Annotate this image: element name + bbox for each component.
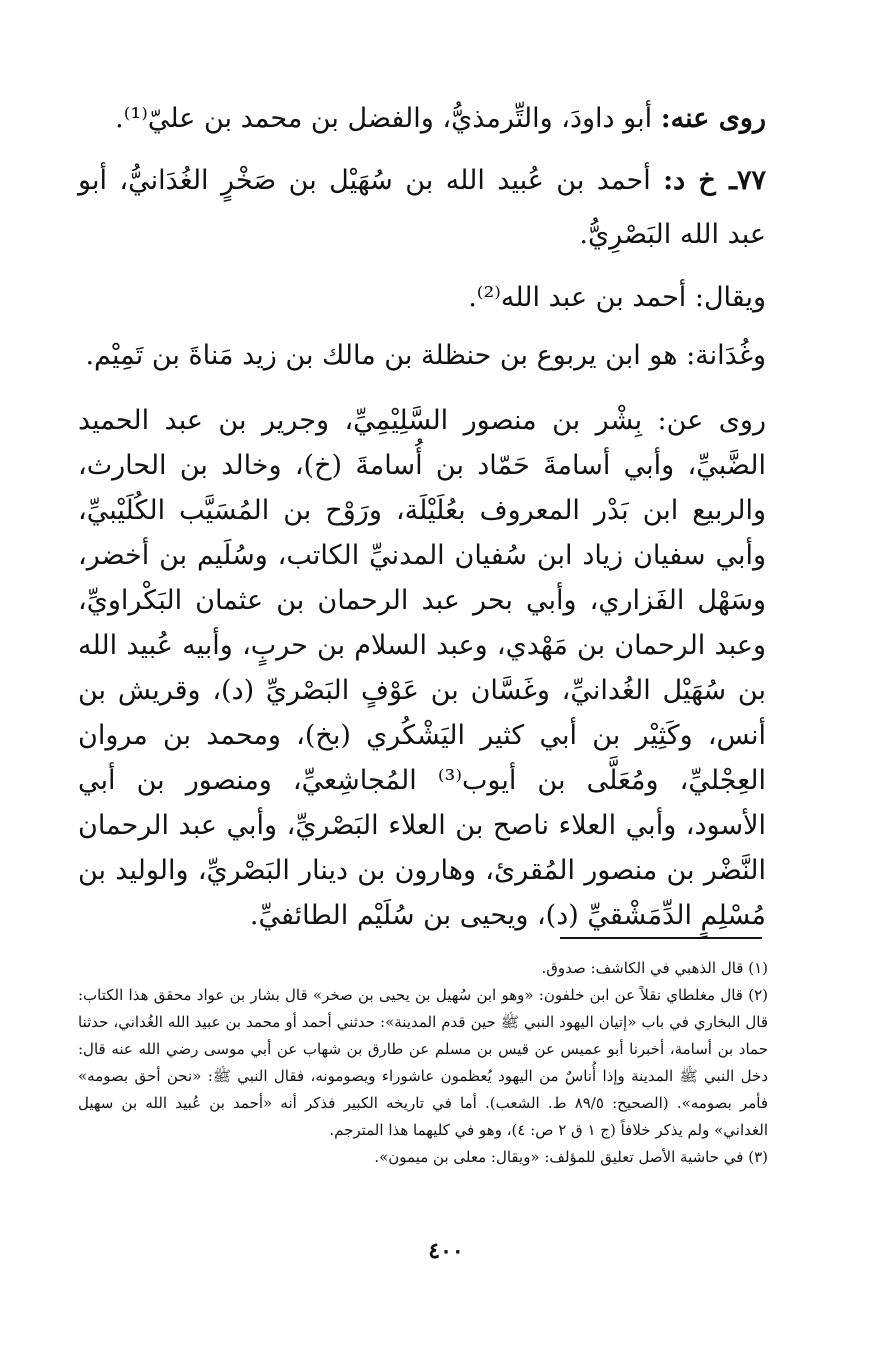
entry-number: ٧٧ـ خ د: (663, 165, 766, 196)
entry-name: أحمد بن عُبيد الله بن سُهَيْل بن صَخْرٍ الغُدَانيُّ، أبو عبد الله البَصْرِيُّ. (78, 165, 766, 250)
footnote-1: (١) قال الذهبي في الكاشف: صدوق. (541, 959, 768, 977)
footnote-3: (٣) في حاشية الأصل تعليق للمؤلف: «ويقال: معلى بن ميمون». (374, 1148, 768, 1166)
alternate-name: ويقال: أحمد بن عبد الله⁽²⁾. (468, 282, 766, 313)
main-text (78, 92, 766, 938)
ghudana-note: وغُدَانة: هو ابن يربوع بن حنظلة بن مالك بن زيد مَناةَ بن تَمِيْم. (85, 340, 766, 371)
entry-heading (78, 154, 766, 262)
narrated-from-him-paragraph (78, 92, 766, 146)
narrators-paragraph: روى عن: بِشْر بن منصور السَّلِيْمِيِّ، وجرير بن عبد الحميد الضَّبيِّ، وأبي أسامةَ حَمّاد بن أُسامةَ (خ)، وخالد بن الحارث، والربيع ابن بَدْر المعروف بعُلَيْلَة، ورَوْح بن المُسَيَّب الكُلَيْبيِّ، وأبي سفيان زياد ابن سُفيان المدنيِّ الكاتب، وسُلَيم بن أخضر، وسَهْل الفَزاري، وأبي بحر عبد الرحمان بن عثمان البَكْراويِّ، وعبد الرحمان بن مَهْدي، وعبد السلام بن حربٍ، وأبيه عُبيد الله بن سُهَيْل الغُدانيِّ، وغَسَّان بن عَوْفٍ البَصْريِّ (د)، وقريش بن أنس، وكَثِيْر بن أبي كثير اليَشْكُري (بخ)، ومحمد بن مروان العِجْليِّ، ومُعَلَّى بن أيوب⁽³⁾ المُجاشِعيِّ، ومنصور بن أبي الأسود، وأبي العلاء ناصح بن العلاء البَصْريِّ، وأبي عبد الرحمان النَّضْر بن منصور المُقرئ، وهارون بن دينار البَصْريِّ، والوليد بن مُسْلِمٍ الدِّمَشْقيِّ (د)، ويحيى بن سُلَيْم الطائفيِّ. (78, 405, 766, 931)
footnotes (78, 955, 768, 1171)
page-number: ٤٠٠ (428, 1238, 464, 1264)
narrated-from-him-label: روى عنه: (660, 103, 766, 134)
footnote-separator (560, 937, 762, 939)
footnote-2: (٢) قال مغلطاي نقلاً عن ابن خلفون: «وهو ابن سُهيل بن يحيى بن صخر» قال بشار بن عواد محقق هذا الكتاب: قال البخاري في باب «إتيان اليهود النبي ﷺ حين قدم المدينة»: حدثني أحمد أو محمد بن عبيد الله الغُداني، حدثنا حماد بن أسامة، أخبرنا أبو عميس عن قيس بن مسلم عن طارق بن شهاب عن أبي موسى رضي الله عنه قال: دخل النبي ﷺ المدينة وإذا أُناسٌ من اليهود يُعظمون عاشوراء ويصومونه، فقال النبي ﷺ: «نحن أحق بصومه» فأمر بصومه». (الصحيح: ٨٩/٥ ط. الشعب). أما في تاريخه الكبير فذكر أنه «أحمد بن عُبيد الله بن سهيل الغداني» ولم يذكر خلافاً (ج ١ ق ٢ ص: ٤)، وهو في كليهما هذا المترجم. (78, 986, 768, 1139)
narrated-from-him-text: أبو داودَ، والتِّرمذيُّ، والفضل بن محمد بن عليّ⁽¹⁾. (115, 103, 661, 134)
